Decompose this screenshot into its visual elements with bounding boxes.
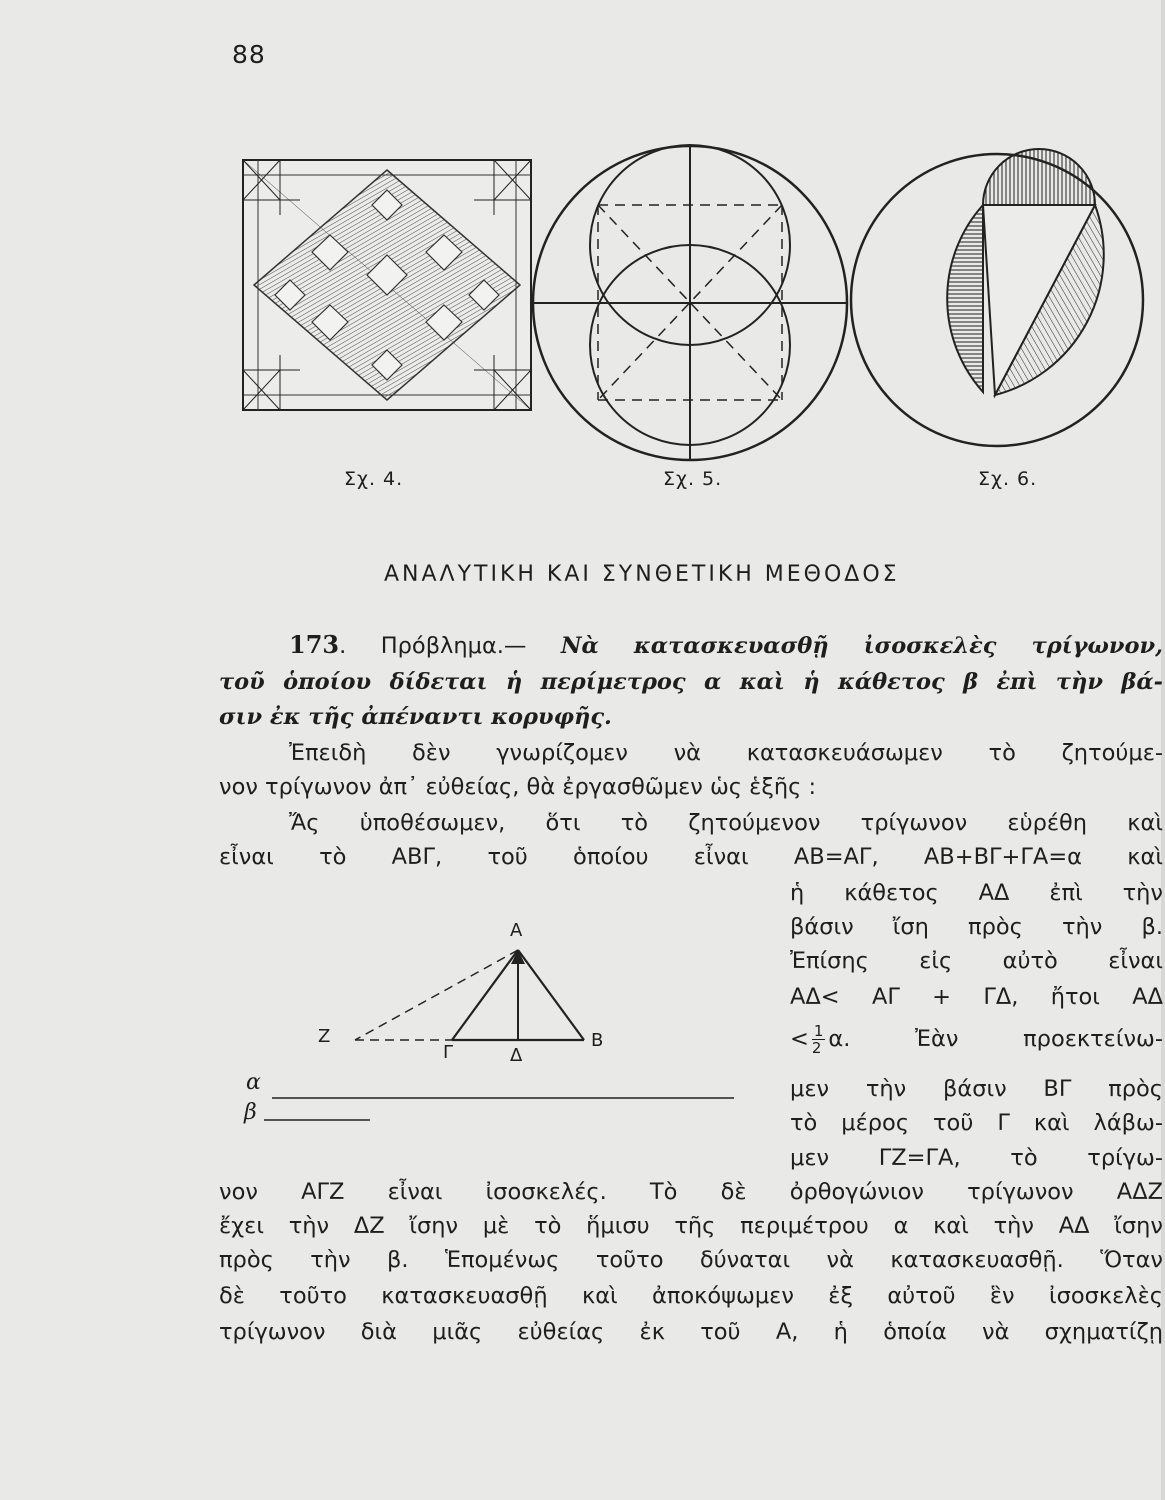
label-G: Γ (443, 1042, 454, 1063)
caption-fig5: Σχ. 5. (663, 468, 723, 490)
side-AB (518, 950, 584, 1040)
label-segment-a: α (246, 1070, 261, 1095)
p2-line-2: εἶναι τὸ ΑΒΓ, τοῦ ὁποίου εἶναι ΑΒ=ΑΓ, ΑΒ+ΒΓ+ΓΑ=α καὶ (219, 844, 1163, 870)
p2-narrow-3: Ἐπίσης εἰς αὐτὸ εἶναι (790, 948, 1163, 974)
p2-narrow-8: μεν ΓΖ=ΓΑ, τὸ τρίγω- (790, 1145, 1163, 1171)
p2-line-7: τρίγωνον διὰ μιᾶς εὐθείας ἐκ τοῦ Α, ἡ ὁποία νὰ σχηματίζῃ (219, 1319, 1163, 1345)
p1-line-1: Ἐπειδὴ δὲν γνωρίζομεν νὰ κατασκευάσωμεν τὸ ζητούμε- (289, 740, 1163, 766)
p2-line-4: ἔχει τὴν ΔΖ ἴσην μὲ τὸ ἥμισυ τῆς περιμέτρου α καὶ τὴν ΑΔ ἴσην (219, 1213, 1163, 1239)
page-number: 88 (232, 40, 266, 69)
problem-line-3: σιν ἐκ τῆς ἀπέναντι κορυφῆς. (219, 704, 612, 730)
dashed-AZ (355, 950, 518, 1040)
label-segment-b: β (244, 1100, 257, 1125)
label-Z: Ζ (318, 1026, 331, 1047)
p2-narrow-5-pre: < (790, 1026, 809, 1052)
caption-fig6: Σχ. 6. (978, 468, 1038, 490)
p2-narrow-1: ἡ κάθετος ΑΔ ἐπὶ τὴν (790, 880, 1163, 906)
label-B: Β (591, 1030, 604, 1051)
caption-fig4: Σχ. 4. (344, 468, 404, 490)
p1-line-2: νον τρίγωνον ἀπ᾽ εὐθείας, θὰ ἐργασθῶμεν ὡς ἑξῆς : (219, 774, 817, 800)
problem-line-2: τοῦ ὁποίου δίδεται ἡ περίμετρος α καὶ ἡ κάθετος β ἐπὶ τὴν βά- (219, 669, 1163, 695)
section-title: ΑΝΑΛΥΤΙΚΗ ΚΑΙ ΣΥΝΘΕΤΙΚΗ ΜΕΘΟΔΟΣ (384, 562, 900, 587)
p2-narrow-6: μεν τὴν βάσιν ΒΓ πρὸς (790, 1076, 1163, 1102)
p2-narrow-5-post: α. Ἐὰν προεκτείνω- (828, 1026, 1163, 1052)
side-AG (452, 950, 518, 1040)
p2-narrow-4: ΑΔ< ΑΓ + ΓΔ, ἤτοι ΑΔ (790, 984, 1163, 1010)
p2-line-1: Ἄς ὑποθέσωμεν, ὅτι τὸ ζητούμενον τρίγωνον εὑρέθη καὶ (289, 810, 1163, 836)
label-D: Δ (510, 1045, 523, 1066)
p2-narrow-2: βάσιν ἴση πρὸς τὴν β. (790, 914, 1163, 940)
problem-label: . Πρόβλημα.— (339, 633, 527, 659)
fraction-denominator: 2 (811, 1039, 822, 1057)
p2-line-6: δὲ τοῦτο κατασκευασθῇ καὶ ἀποκόψωμεν ἐξ αὐτοῦ ἓν ἰσοσκελὲς (219, 1283, 1163, 1309)
p2-line-5: πρὸς τὴν β. Ἑπομένως τοῦτο δύναται νὰ κατασκευασθῇ. Ὅταν (219, 1247, 1163, 1273)
problem-number: 173 (289, 630, 340, 659)
label-A: Α (510, 920, 523, 941)
problem-line-1: Νὰ κατασκευασθῇ ἰσοσκελὲς τρίγωνον, (560, 633, 1163, 659)
fraction-numerator: 1 (813, 1022, 824, 1040)
p2-narrow-7: τὸ μέρος τοῦ Γ καὶ λάβω- (790, 1110, 1163, 1136)
p2-line-3: νον ΑΓΖ εἶναι ἰσοσκελές. Τὸ δὲ ὀρθογώνιον τρίγωνον ΑΔΖ (219, 1179, 1163, 1205)
